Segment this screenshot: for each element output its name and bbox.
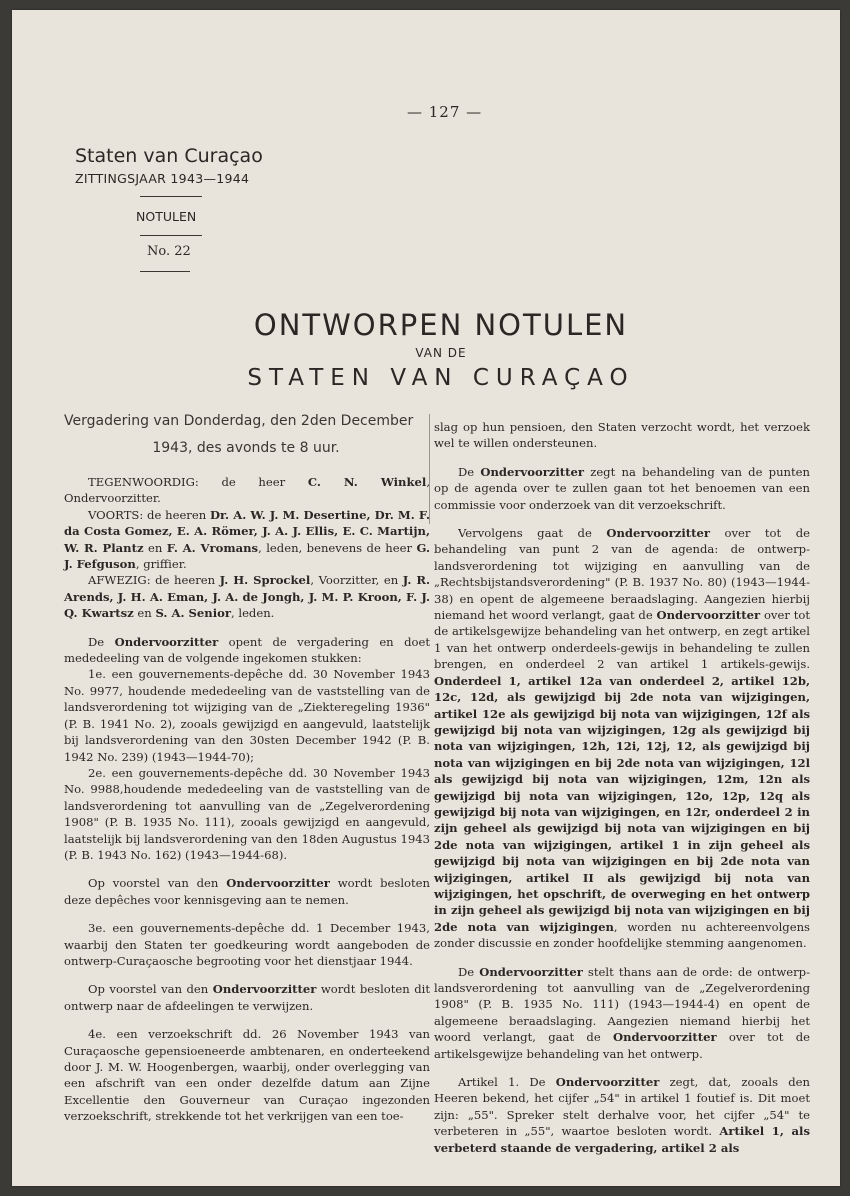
header-number: No. 22 (147, 244, 191, 259)
heading-staten: STATEN VAN CURAÇAO (247, 365, 635, 391)
document-page (12, 10, 840, 1186)
header-session: ZITTINGSJAAR 1943—1944 (75, 171, 250, 186)
paragraph-artikel-1: Artikel 1. De Ondervoorzitter zegt, dat, zooals den Heeren bekend, het cijfer „54" in artikel 1 foutief is. Dit moet zijn: „55". Spreker stelt derhalve voor, het cijfer „54" te verbeteren in „55", waartoe besloten wordt. Artikel 1, als verbeterd staande de vergadering, artikel 2 als (434, 1075, 810, 1155)
right-column (434, 419, 810, 1168)
paragraph-agenda-2: Vervolgens gaat de Ondervoorzitter over tot de behandeling van punt 2 van de agenda: de ontwerp-landsverordening tot wijziging en aanvulling van de „Rechtsbijstandsverordening" (P. B. 1937 No. 80) (1943—1944-38) en opent de algemeene beraadslaging. Aangezien hierbij niemand het woord verlangt, gaat de Ondervoorzitter over tot de artikelsgewijze behandeling van het ontwerp, en zegt artikel 1 van het ontwerp onderdeels-gewijs in behandeling te zullen brengen, en onderdeel 2 van artikel 1 artikels-gewijs. Onderdeel 1, artikel 12a van onderdeel 2, artikel 12b, 12c, 12d, als gewijzigd bij 2de nota van wijzigingen, artikel 12e als gewijzigd bij nota van wijzigingen, 12f als gewijzigd bij nota van wijzigingen, 12g als gewijzigd bij nota van wijzigingen, 12h, 12i, 12j, 12, als gewijzigd bij nota van wijzigingen en bij 2de nota van wijzigingen, 12l als gewijzigd bij nota van wijzigingen, 12m, 12n als gewijzigd bij nota van wijzigingen, 12o, 12p, 12q als gewijzigd bij nota van wijzigingen, en 12r, onderdeel 2 in zijn geheel als gewijzigd bij nota van wijzigingen en bij 2de nota van wijzigingen, artikel 1 in zijn geheel als gewijzigd bij nota van wijzigingen en bij 2de nota van wijzigingen, artikel II als gewijzigd bij nota van wijzigingen, het opschrift, de overweging en het ontwerp in zijn geheel als gewijzigd bij nota van wijzigingen en bij 2de nota van wijzigingen, worden nu achtereenvolgens zonder discussie en zonder hoofdelijke stemming aangenomen. (434, 526, 810, 951)
header-rule-3 (140, 271, 190, 272)
attendance-absent: AFWEZIG: de heeren J. H. Sprockel, Voorzitter, en J. R. Arends, J. H. A. Eman, J. A. de Jongh, J. M. P. Kroon, F. J. Q. Kwartsz en S. A. Senior, leden. (64, 573, 431, 621)
attendance-also: VOORTS: de heeren Dr. A. W. J. M. Desertine, Dr. M. F. da Costa Gomez, E. A. Römer, J. A. J. Ellis, E. C. Martijn, W. R. Plantz en F. A. Vromans, leden, benevens de heer G. J. Fefguson, griffier. (64, 507, 430, 572)
header-rule-2 (140, 235, 202, 236)
paragraph-decision-2: Op voorstel van den Ondervoorzitter wordt besloten dit ontwerp naar de afdeelingen te verwijzen. (64, 982, 431, 1013)
page-number: — 127 — (407, 103, 483, 121)
left-column (64, 474, 430, 1137)
item-4: 4e. een verzoekschrift dd. 26 November 1943 van Curaçaosche gepensioeneerde ambtenaren, en onderteekend door J. M. W. Hoogenbergen, waarbij, onder overlegging van een afschrift van een onder dezelfde datum aan Zijne Excellentie den Gouverneur van Curaçao ingezonden verzoekschrift, strekkende tot het verkrijgen van een toe- (64, 1027, 430, 1124)
attendance-present: TEGENWOORDIG: de heer C. N. Winkel, Ondervoorzitter. (64, 475, 430, 506)
main-heading: ONTWORPEN NOTULEN (253, 308, 629, 342)
header-title: Staten van Curaçao (75, 145, 263, 167)
item-2: 2e. een gouvernements-depêche dd. 30 November 1943 No. 9988,houdende mededeeling van de vaststelling van de landsverordening tot aanvulling van de „Zegelverordening 1908" (P. B. 1935 No. 111), zooals gewijzigd en aangevuld, laatstelijk bij landsverordening van den 18den Augustus 1943 (P. B. 1943 No. 162) (1943—1944-68). (64, 765, 430, 862)
item-3: 3e. een gouvernements-depêche dd. 1 December 1943, waarbij den Staten ter goedkeuring wordt aangeboden de ontwerp-Curaçaosche begrooting voor het dienstjaar 1944. (64, 921, 430, 968)
header-notulen: NOTULEN (136, 209, 197, 224)
paragraph-opening: De Ondervoorzitter opent de vergadering en doet mededeeling van de volgende ingekomen stukken: (64, 634, 430, 666)
meeting-line (64, 408, 428, 462)
paragraph-zegelverordening: De Ondervoorzitter stelt thans aan de orde: de ontwerp-landsverordening tot aanvulling van de „Zegelverordening 1908" (P. B. 1935 No. 111) (1943—1944-4) en opent de algemeene beraadslaging. Aangezien niemand hierbij het woord verlangt, gaat de Ondervoorzitter over tot de artikelsgewijze behandeling van het ontwerp. (434, 964, 810, 1061)
paragraph-decision-1: Op voorstel van den Ondervoorzitter wordt besloten deze depêches voor kennisgeving aan te nemen. (64, 876, 430, 907)
meeting-line-2: 1943, des avonds te 8 uur. (152, 440, 340, 456)
heading-van-de: VAN DE (415, 346, 467, 360)
meeting-line-1: Vergadering van Donderdag, den 2den December (64, 413, 414, 429)
paragraph-continuation: slag op hun pensioen, den Staten verzocht wordt, het verzoek wel te willen ondersteunen. (434, 420, 810, 451)
paragraph-commission: De Ondervoorzitter zegt na behandeling van de punten op de agenda over te zullen gaan tot het benoemen van een commissie voor onderzoek van dit verzoekschrift. (434, 464, 810, 512)
header-rule-1 (140, 196, 202, 197)
item-1: 1e. een gouvernements-depêche dd. 30 November 1943 No. 9977, houdende mededeeling van de vaststelling van de landsverordening tot wijziging van de „Ziekteregeling 1936" (P. B. 1941 No. 2), zooals gewijzigd en aangevuld, laatstelijk bij landsverordening van den 30sten December 1942 (P. B. 1942 No. 239) (1943—1944-70); (64, 667, 430, 764)
